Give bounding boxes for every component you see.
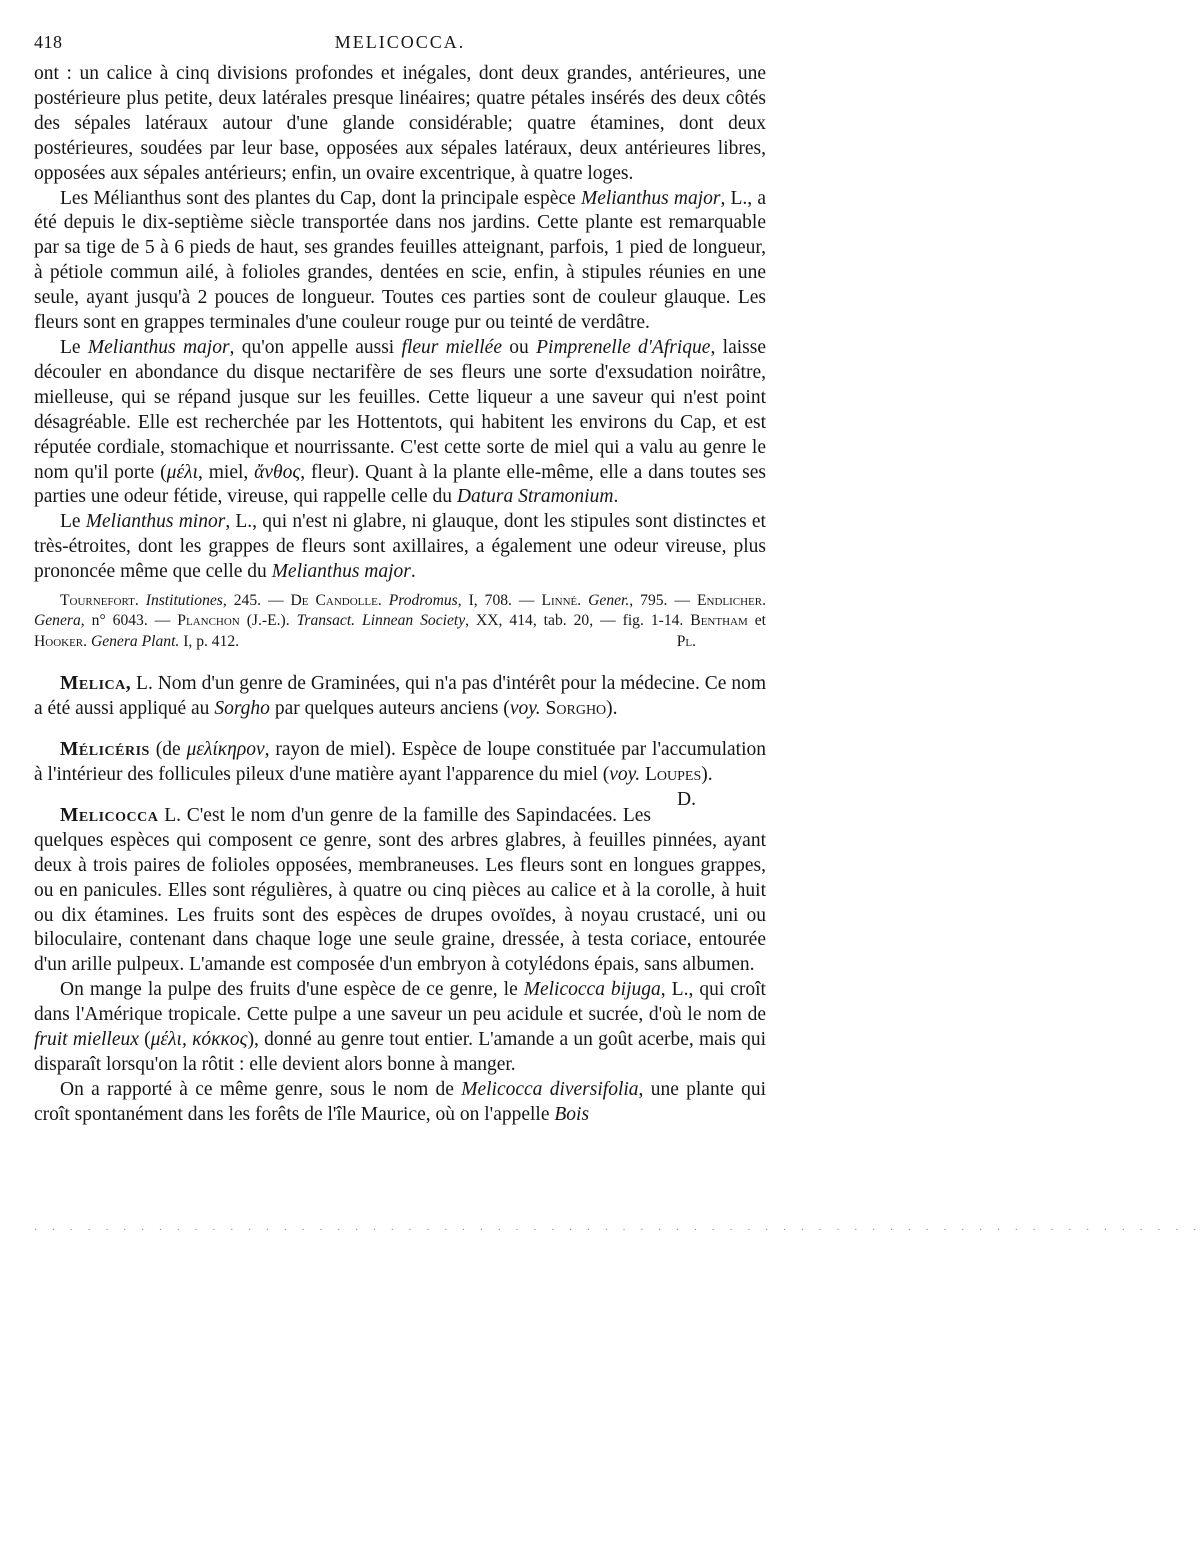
paragraph: Melica, L. Nom d'un genre de Graminées, qui n'a pas d'intérêt pour la médecine. Ce nom a été aussi appliqué au Sorgho par quelques auteurs anciens (voy. Sorgho). xyxy=(34,673,766,720)
author-signature: D. xyxy=(677,788,696,810)
paragraph: Le Melianthus major, qu'on appelle aussi fleur miellée ou Pimprenelle d'Afrique, laisse découler en abondance du disque nectarifère de ses fleurs une sorte d'exsudation noirâtre, mielleuse, qui se répand jusque sur les feuilles. Cette liqueur a une saveur qui n'est point désagréable. Elle est recherchée par les Hottentots, qui habitent les environs du Cap, et est réputée cordiale, stomachique et nourrissante. C'est cette sorte de miel qui a valu au genre le nom qu'il porte (μέλι, miel, ἄνθος, fleur). Quant à la plante elle-même, elle a dans toutes ses parties une odeur fétide, vireuse, qui rappelle celle du Datura Stramonium. xyxy=(34,336,766,508)
page-header xyxy=(34,28,766,62)
entry-melica xyxy=(34,672,766,722)
document-page xyxy=(34,28,1202,1236)
entry-melicocca xyxy=(34,804,766,1128)
page-number: 418 xyxy=(34,32,63,52)
bibliography xyxy=(34,591,766,652)
print-bleed-dots: · · · · · · · · · · · · · · · · · · · · · · · · · · · · · · · · · · · · · · · · · · · · · · · · · · · · · · · · · · · · · · · · · · xyxy=(34,1224,1202,1236)
paragraph: Le Melianthus minor, L., qui n'est ni glabre, ni glauque, dont les stipules sont distinctes et très-étroites, dont les grappes de fleurs sont axillaires, a également une odeur vireuse, plus prononcée même que celle du Melianthus major. xyxy=(34,511,766,583)
running-head: MELICOCCA. xyxy=(334,32,466,52)
paragraph: On mange la pulpe des fruits d'une espèce de ce genre, le Melicocca bijuga, L., qui croît dans l'Amérique tropicale. Cette pulpe a une saveur un peu acidule et sucrée, d'où le nom de fruit mielleux (μέλι, κόκκος), donné au genre tout entier. L'amande a un goût acerbe, mais qui disparaît lorsqu'on la rôtit : elle devient alors bonne à manger. xyxy=(34,979,766,1075)
headword: Melicocca xyxy=(60,804,159,826)
paragraph: Les Mélianthus sont des plantes du Cap, dont la principale espèce Melianthus major, L., a été depuis le dix-septième siècle transportée dans nos jardins. Cette plante est remarquable par sa tige de 5 à 6 pieds de haut, ses grandes feuilles atteignant, parfois, 1 pied de longueur, à pétiole commun ailé, à folioles grandes, dentées en scie, enfin, à stipules réunies en une seule, ayant jusqu'à 2 pouces de longueur. Toutes ces parties sont de couleur glauque. Les fleurs sont en grappes terminales d'une couleur rouge pur ou teinté de verdâtre. xyxy=(34,187,766,334)
headword: Mélicéris xyxy=(60,739,150,761)
melianthus-continuation xyxy=(34,62,766,585)
paragraph: ont : un calice à cinq divisions profondes et inégales, dont deux grandes, antérieures, une postérieure plus petite, deux latérales presque linéaires; quatre pétales insérés des deux côtés des sépales latéraux autour d'une glande considérable; quatre étamines, dont deux postérieures, soudées par leur base, opposées aux sépales latéraux, deux antérieures libres, opposées aux sépales antérieurs; enfin, un ovaire excentrique, à quatre loges. xyxy=(34,63,766,184)
bibliography-text: Tournefort. Institutiones, 245. — De Candolle. Prodromus, I, 708. — Linné. Gener., 795. — Endlicher. Genera, n° 6043. — Planchon (J.-E.). Transact. Linnean Society, XX, 414, tab. 20, — fig. 1-14. Bentham et Hooker. Genera Plant. I, p. 412. Pl. xyxy=(34,591,766,652)
paragraph: Melicocca L. C'est le nom d'un genre de la famille des Sapindacées. Les quelques espèces qui composent ce genre, sont des arbres glabres, à feuilles pinnées, ayant deux à trois paires de folioles opposées, membraneuses. Les fleurs sont en longues grappes, ou en panicules. Elles sont régulières, à quatre ou cinq pièces au calice et à la corolle, à huit ou dix étamines. Les fruits sont des espèces de drupes ovoïdes, à noyau crustacé, uni ou biloculaire, contenant dans chaque loge une seule graine, dressée, à testa coriace, entourée d'un arille pulpeux. L'amande est composée d'un embryon à cotylédons épais, sans albumen. xyxy=(34,804,766,976)
entry-meliceris xyxy=(34,738,766,810)
headword: Melica, xyxy=(60,673,132,695)
paragraph: Mélicéris (de μελίκηρον, rayon de miel). Espèce de loupe constituée par l'accumulation à l'intérieur des follicules pileux d'une matière ayant l'apparence du miel (voy. Loupes). D. xyxy=(34,738,766,788)
paragraph: On a rapporté à ce même genre, sous le nom de Melicocca diversifolia, une plante qui croît spontanément dans les forêts de l'île Maurice, où on l'appelle Bois xyxy=(34,1078,766,1125)
author-signature: Pl. xyxy=(676,632,696,650)
